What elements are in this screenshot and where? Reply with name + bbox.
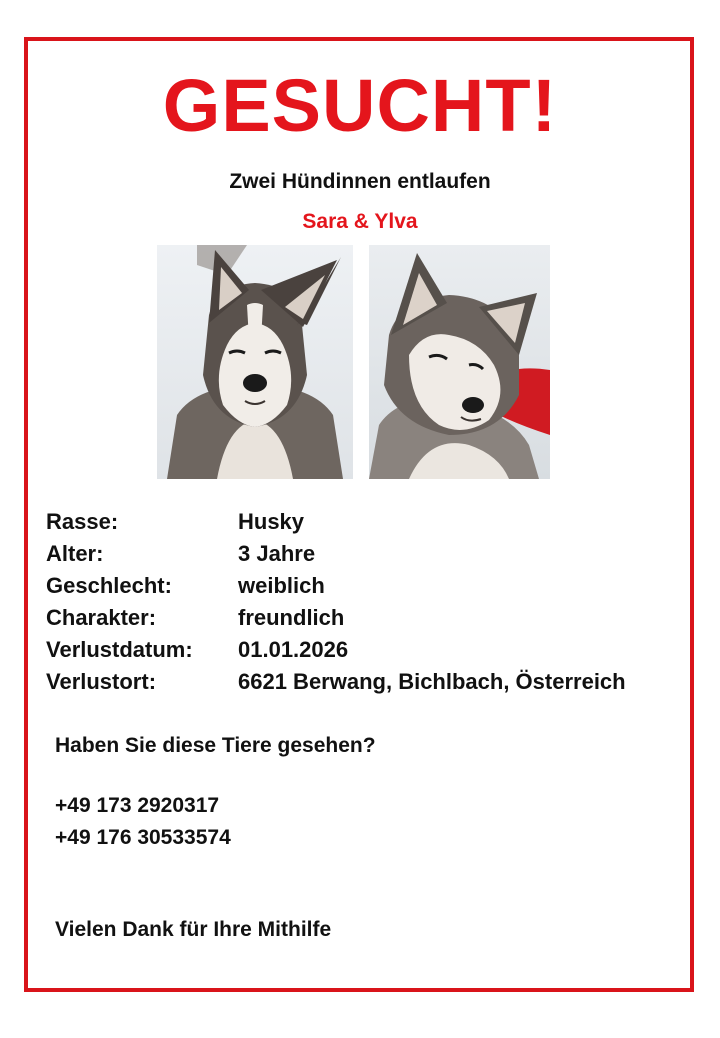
detail-label: Charakter: (46, 605, 157, 630)
detail-row-charakter (46, 602, 696, 634)
detail-row-rasse (46, 506, 696, 538)
detail-label: Geschlecht: (46, 573, 172, 598)
detail-label: Verlustort: (46, 669, 157, 694)
detail-value: weiblich (238, 573, 325, 598)
detail-label: Alter: (46, 541, 104, 566)
dog-names: Sara & Ylva (302, 210, 418, 233)
detail-value: 6621 Berwang, Bichlbach, Österreich (238, 669, 626, 694)
detail-row-verlustdatum (46, 634, 696, 666)
phone-number-2: +49 176 30533574 (55, 826, 231, 849)
thanks-text: Vielen Dank für Ihre Mithilfe (55, 918, 332, 941)
detail-row-geschlecht (46, 570, 696, 602)
detail-value: 01.01.2026 (238, 637, 349, 662)
poster-title: GESUCHT! (162, 64, 558, 147)
phone-number-1: +49 173 2920317 (55, 794, 220, 817)
detail-row-alter (46, 538, 696, 570)
question-text: Haben Sie diese Tiere gesehen? (55, 734, 376, 757)
detail-value: 3 Jahre (238, 541, 316, 566)
husky-photo-sara (157, 245, 353, 479)
detail-value: Husky (238, 509, 305, 534)
poster-subtitle: Zwei Hündinnen entlaufen (229, 170, 491, 193)
detail-label: Rasse: (46, 509, 119, 534)
detail-row-verlustort (46, 666, 696, 698)
detail-value: freundlich (238, 605, 345, 630)
details-list (46, 506, 696, 698)
husky-photo-ylva (369, 245, 550, 479)
detail-label: Verlustdatum: (46, 637, 193, 662)
